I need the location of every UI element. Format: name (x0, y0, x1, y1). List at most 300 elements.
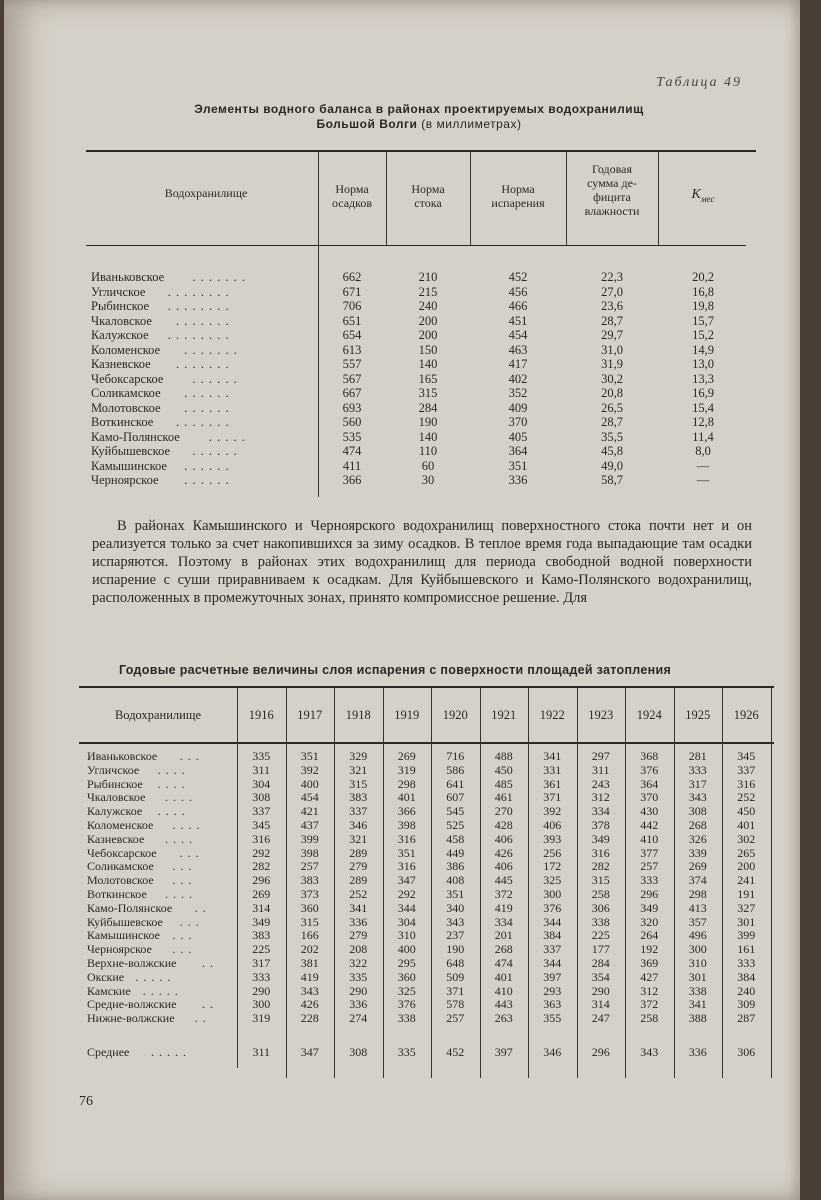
table-row (86, 459, 756, 474)
table-cell: 401 (397, 790, 416, 805)
leader-dots: . . . . (172, 818, 201, 832)
table-cell-precip: 560 (342, 415, 362, 429)
table1-title-units: (в миллиметрах) (421, 117, 522, 131)
table-cell: 300 (543, 887, 562, 901)
table-cell: 371 (446, 983, 465, 998)
table-cell: 296 (252, 873, 271, 888)
table-cell: 190 (446, 942, 465, 957)
table-cell: 225 (252, 942, 271, 957)
table-row (86, 473, 756, 488)
table-cell-precip: 613 (342, 342, 362, 357)
table-cell: 284 (591, 956, 610, 970)
table-row (86, 401, 756, 416)
mean-cell: 311 (252, 1045, 271, 1059)
table-cell: 336 (349, 997, 368, 1012)
table-cell-deficit: 30,2 (601, 371, 623, 386)
table-cell: 545 (446, 804, 465, 819)
table-row (79, 874, 779, 888)
table-cell: 177 (591, 942, 610, 957)
table-cell: 282 (591, 859, 610, 874)
table-cell-evap: 409 (508, 400, 528, 415)
table-cell: 345 (737, 749, 756, 763)
table-cell-runoff: 60 (421, 458, 435, 473)
header-precipitation: Норма осадков (331, 182, 373, 210)
table-cell: 445 (494, 873, 513, 888)
leader-dots: . . (202, 997, 214, 1012)
reservoir-name: Камо-Полянское (91, 429, 180, 444)
table-cell: 450 (737, 804, 756, 819)
table-cell: 289 (349, 845, 368, 860)
table-cell: 257 (300, 859, 319, 874)
table-cell-precip: 706 (342, 299, 362, 313)
table-cell: 200 (737, 859, 756, 874)
table-cell: 349 (640, 900, 659, 915)
table-cell: 368 (640, 749, 659, 763)
table-cell-deficit: 28,7 (601, 313, 623, 328)
table-cell-precip: 651 (342, 313, 362, 328)
table-cell: 274 (349, 1011, 368, 1026)
reservoir-name: Иваньковское (87, 749, 158, 763)
table-cell-precip: 662 (342, 270, 362, 284)
table-cell-k: 16,8 (692, 284, 714, 299)
table-cell: 341 (543, 749, 562, 763)
table-cell-evap: 405 (508, 429, 528, 444)
reservoir-name: Черноярское (91, 473, 159, 487)
table-cell: 311 (252, 762, 271, 777)
table-row (79, 833, 779, 847)
table-cell-runoff: 140 (418, 429, 438, 444)
table-cell: 525 (446, 818, 465, 832)
reservoir-name: Чкаловское (87, 790, 146, 805)
table-cell-runoff: 315 (418, 386, 438, 400)
table-row (79, 764, 779, 778)
table-cell: 228 (300, 1011, 319, 1026)
table-cell: 337 (349, 804, 368, 819)
table-cell-runoff: 200 (418, 328, 438, 342)
leader-dots: . . . . . (208, 429, 246, 444)
table2-title: Годовые расчетные величины слоя испарения с поверхности площадей затопления (119, 663, 672, 677)
table-cell: 292 (252, 845, 271, 860)
table-cell: 315 (349, 776, 368, 791)
table-row (79, 819, 779, 833)
table-cell: 586 (446, 762, 465, 777)
table-cell: 400 (397, 942, 416, 957)
table-cell-runoff: 210 (418, 270, 438, 284)
table-cell: 321 (349, 831, 368, 846)
table2-header-rule (79, 742, 774, 744)
table-cell: 309 (737, 997, 756, 1012)
reservoir-name: Воткинское (87, 887, 147, 901)
table-cell: 337 (252, 804, 271, 819)
table-cell: 392 (300, 762, 319, 777)
reservoir-name: Куйбышевское (91, 444, 171, 458)
table-cell: 316 (591, 845, 610, 860)
table-cell: 290 (591, 983, 610, 998)
table-cell: 376 (397, 997, 416, 1012)
table-cell: 339 (688, 845, 707, 860)
table-cell: 401 (494, 969, 513, 984)
table-cell: 314 (252, 900, 271, 915)
table-cell: 308 (252, 790, 271, 805)
table-cell: 289 (349, 873, 368, 888)
table-cell-k: 15,2 (692, 328, 714, 342)
table-cell: 336 (349, 914, 368, 929)
table-cell: 322 (349, 956, 368, 970)
table-cell: 338 (397, 1011, 416, 1026)
leader-dots: . . . (179, 749, 200, 763)
table-cell: 392 (543, 804, 562, 819)
leader-dots: . . . . . . . (176, 415, 230, 429)
table-cell: 202 (300, 942, 319, 957)
table-cell: 386 (446, 859, 465, 874)
leader-dots: . . . (172, 859, 193, 874)
reservoir-name: Куйбышевское (87, 914, 163, 929)
table-cell: 321 (349, 762, 368, 777)
table-cell-runoff: 30 (421, 473, 435, 487)
table-cell: 319 (252, 1011, 271, 1026)
table-cell: 344 (543, 914, 562, 929)
table-cell: 354 (591, 969, 610, 984)
table-cell: 304 (397, 914, 416, 929)
table-cell: 166 (300, 928, 319, 943)
table-cell: 311 (591, 762, 610, 777)
table-row (86, 299, 756, 314)
table-cell: 293 (543, 983, 562, 998)
table-cell: 314 (591, 997, 610, 1012)
table-cell: 252 (737, 790, 756, 805)
table-cell: 201 (494, 928, 513, 943)
table-cell: 388 (688, 1011, 707, 1026)
table-cell: 474 (494, 956, 513, 970)
leader-dots: . . . (172, 873, 193, 888)
table-cell: 351 (397, 845, 416, 860)
table-cell: 383 (349, 790, 368, 805)
table-cell: 316 (252, 831, 271, 846)
table-cell: 317 (252, 956, 271, 970)
table-cell: 302 (737, 831, 756, 846)
table-row (86, 314, 756, 329)
table1-title-line1: Элементы водного баланса в районах проектируемых водохранилищ (194, 102, 644, 116)
table-cell: 349 (591, 831, 610, 846)
reservoir-name: Калужское (91, 328, 149, 342)
table-cell: 374 (688, 873, 707, 888)
table-label: Таблица 49 (656, 75, 742, 90)
reservoir-name: Камышинское (87, 928, 160, 943)
table-cell-deficit: 27,0 (601, 284, 623, 299)
reservoir-name: Рыбинское (87, 776, 143, 791)
table-row (79, 1012, 779, 1026)
table-cell-deficit: 28,7 (601, 415, 623, 429)
reservoir-name: Камышинское (91, 458, 167, 473)
table-cell: 364 (640, 776, 659, 791)
table1-title-line2: Большой Волги (316, 117, 418, 131)
table-cell: 310 (397, 928, 416, 943)
table-cell-precip: 411 (342, 458, 362, 473)
table-cell: 263 (494, 1011, 513, 1026)
leader-dots: . . . . (165, 790, 193, 805)
table-row (79, 985, 779, 999)
table-cell-deficit: 35,5 (601, 429, 623, 444)
reservoir-name: Калужское (87, 804, 143, 819)
leader-dots: . . . . . . (184, 473, 230, 487)
mean-cell: 397 (494, 1045, 513, 1059)
table-cell-runoff: 200 (418, 313, 438, 328)
table-row (79, 902, 779, 916)
table-cell-runoff: 284 (418, 400, 438, 415)
table-cell: 345 (252, 818, 271, 832)
leader-dots: . . . . (165, 887, 193, 901)
table-cell: 427 (640, 969, 659, 984)
table-cell: 312 (640, 983, 659, 998)
table-cell: 290 (349, 983, 368, 998)
paragraph-text: В районах Камышинского и Черноярского водохранилищ поверхностного стока почти нет и он реализуется только за счет накопившихся за зиму осадков. В теплое время года выпадающие там осадки испаряются. Поэтому в районах этих водохранилищ для периода свободной водной поверхности испарение с суши приравниваем к осадкам. Для Куйбышевского и Камо-Полянского водохранилищ, расположенных в промежуточных зонах, принято компромиссное решение. Для (92, 518, 752, 606)
table-cell: 257 (446, 1011, 465, 1026)
table-cell: 496 (688, 928, 707, 943)
table-cell-evap: 417 (508, 357, 528, 371)
table-cell: 400 (300, 776, 319, 791)
table-cell: 331 (543, 762, 562, 777)
year-header: 1922 (539, 708, 565, 722)
table-cell: 454 (300, 790, 319, 805)
table-cell-deficit: 22,3 (601, 270, 623, 284)
reservoir-name: Чкаловское (91, 313, 152, 328)
table-cell: 340 (446, 900, 465, 915)
table-cell: 410 (494, 983, 513, 998)
table-row (86, 430, 756, 445)
table-row (86, 328, 756, 343)
table-cell-deficit: 31,9 (601, 357, 623, 371)
table-row (79, 888, 779, 902)
table-cell: 370 (640, 790, 659, 805)
leader-dots: . . . . . (151, 1045, 187, 1059)
leader-dots: . . . . . . . (184, 342, 238, 357)
mean-cell: 343 (640, 1045, 659, 1059)
table-row (86, 444, 756, 459)
year-header: 1916 (248, 708, 274, 722)
table-cell-k: 20,2 (692, 270, 714, 284)
table-cell-deficit: 23,6 (601, 299, 623, 313)
table-cell: 281 (688, 749, 707, 763)
table-cell: 372 (640, 997, 659, 1012)
header-reservoir: Водохранилище (164, 186, 248, 200)
table-cell: 319 (397, 762, 416, 777)
table-cell-k: 15,4 (692, 400, 714, 415)
leader-dots: . . . . . . (192, 371, 238, 386)
mean-label: Среднее (87, 1045, 130, 1059)
table-cell: 191 (737, 887, 756, 901)
table-cell: 371 (543, 790, 562, 805)
k-subscript: мес (700, 193, 715, 204)
table-cell: 413 (688, 900, 707, 915)
table-cell: 312 (591, 790, 610, 805)
year-header: 1920 (442, 708, 468, 722)
table-cell: 310 (688, 956, 707, 970)
table-cell: 408 (446, 873, 465, 888)
table-cell: 335 (252, 749, 271, 763)
table-cell: 377 (640, 845, 659, 860)
table-cell: 360 (397, 969, 416, 984)
table-cell: 290 (252, 983, 271, 998)
table1-header-rule (86, 245, 746, 246)
table-row (79, 750, 779, 764)
table-cell-evap: 451 (508, 313, 528, 328)
book-page (4, 0, 800, 1200)
table-cell: 298 (688, 887, 707, 901)
table1-top-rule (86, 150, 756, 152)
reservoir-name: Воткинское (91, 415, 154, 429)
reservoir-name: Нижне-волжские (87, 1011, 175, 1026)
table-cell: 161 (737, 942, 756, 957)
table-cell-k: 15,7 (692, 313, 714, 328)
table-cell: 325 (543, 873, 562, 888)
table-cell: 430 (640, 804, 659, 819)
year-header: 1917 (297, 708, 323, 722)
table-cell-precip: 366 (342, 473, 362, 487)
table1-title (94, 102, 744, 132)
reservoir-name: Угличское (87, 762, 140, 777)
table-cell: 315 (591, 873, 610, 888)
table-cell-precip: 671 (342, 284, 362, 299)
table-cell: 296 (640, 887, 659, 901)
table-cell-precip: 667 (342, 386, 362, 400)
header-evaporation: Норма испарения (491, 182, 545, 210)
table-cell: 383 (252, 928, 271, 943)
table-cell-precip: 557 (342, 357, 362, 371)
leader-dots: . . (202, 956, 214, 970)
table-cell-k: 19,8 (692, 299, 714, 313)
reservoir-name: Молотовское (91, 400, 161, 415)
table-cell-evap: 463 (508, 342, 528, 357)
table-cell: 335 (349, 969, 368, 984)
table-cell: 349 (252, 914, 271, 929)
leader-dots: . . . . (157, 776, 186, 791)
year-header: 1918 (345, 708, 371, 722)
year-header: 1926 (733, 708, 759, 722)
table-cell: 363 (543, 997, 562, 1012)
table-cell: 308 (688, 804, 707, 819)
table-cell: 648 (446, 956, 465, 970)
table-cell: 316 (737, 776, 756, 791)
table-cell-precip: 654 (342, 328, 362, 342)
table-cell-evap: 466 (508, 299, 528, 313)
table-cell-evap: 454 (508, 328, 528, 342)
table-cell: 426 (494, 845, 513, 860)
table-cell-k: 13,0 (692, 357, 714, 371)
table-cell: 449 (446, 845, 465, 860)
table-cell: 351 (300, 749, 319, 763)
table-cell-evap: 351 (508, 458, 528, 473)
reservoir-name: Казневское (91, 357, 151, 371)
reservoir-name: Камо-Полянское (87, 900, 173, 915)
table-cell: 341 (349, 900, 368, 915)
table-cell: 372 (494, 887, 513, 901)
table-cell-runoff: 140 (418, 357, 438, 371)
table-cell: 268 (688, 818, 707, 832)
table-cell: 361 (543, 776, 562, 791)
table-cell: 384 (737, 969, 756, 984)
table-cell: 295 (397, 956, 416, 970)
table-cell: 292 (397, 887, 416, 901)
header-humidity-deficit: Годовая сумма де- фицита влажности (584, 162, 640, 218)
table-cell: 240 (737, 983, 756, 998)
table-cell: 192 (640, 942, 659, 957)
mean-cell: 336 (688, 1045, 707, 1059)
table-cell: 269 (688, 859, 707, 874)
leader-dots: . . . (179, 914, 200, 929)
table-cell: 641 (446, 776, 465, 791)
table-cell-k: 13,3 (692, 371, 714, 386)
table-cell: 428 (494, 818, 513, 832)
table-row (86, 343, 756, 358)
table-cell-precip: 567 (342, 371, 362, 386)
leader-dots: . . . . . . (184, 400, 230, 415)
table-cell: 256 (543, 845, 562, 860)
table-cell: 269 (397, 749, 416, 763)
table-cell: 301 (737, 914, 756, 929)
table-cell: 369 (640, 956, 659, 970)
header-runoff: Норма стока (411, 182, 445, 210)
table-row (86, 357, 756, 372)
reservoir-name: Окские (87, 969, 125, 984)
reservoir-name: Камские (87, 983, 131, 998)
table-cell: 716 (446, 749, 465, 763)
table-cell-evap: 352 (508, 386, 528, 400)
table-cell: 247 (591, 1011, 610, 1026)
table-cell: 373 (300, 887, 319, 901)
table-cell: 442 (640, 818, 659, 832)
year-header: 1923 (588, 708, 614, 722)
table-cell: 270 (494, 804, 513, 819)
table-cell: 279 (349, 928, 368, 943)
table-cell: 443 (494, 997, 513, 1012)
table-cell-k: — (696, 473, 710, 487)
table-cell: 333 (688, 762, 707, 777)
table-cell: 337 (737, 762, 756, 777)
table-cell-k: — (696, 458, 710, 473)
table-cell: 258 (640, 1011, 659, 1026)
table-cell: 378 (591, 818, 610, 832)
reservoir-name: Угличское (91, 284, 146, 299)
mean-cell: 308 (349, 1045, 368, 1059)
table-cell: 607 (446, 790, 465, 805)
table-cell: 300 (688, 942, 707, 957)
table-cell: 578 (446, 997, 465, 1012)
table-cell: 488 (494, 749, 513, 763)
k-symbol: K (691, 187, 701, 202)
table-cell: 461 (494, 790, 513, 805)
year-header: 1921 (491, 708, 517, 722)
table-cell: 300 (252, 997, 271, 1012)
mean-row (79, 1046, 779, 1060)
table-cell-k: 8,0 (695, 444, 711, 458)
table-cell-deficit: 31,0 (601, 342, 623, 357)
table-cell: 333 (252, 969, 271, 984)
table-cell-deficit: 29,7 (601, 328, 623, 342)
table-row (79, 791, 779, 805)
leader-dots: . . . . . . . . (167, 299, 230, 313)
table-cell: 257 (640, 859, 659, 874)
leader-dots: . . . . (157, 762, 186, 777)
table-cell-k: 14,9 (692, 342, 714, 357)
table-cell: 426 (300, 997, 319, 1012)
leader-dots: . . . (179, 845, 200, 860)
leader-dots: . . . (172, 942, 193, 957)
table-cell: 298 (397, 776, 416, 791)
table-cell: 398 (300, 845, 319, 860)
mean-cell: 346 (543, 1045, 562, 1059)
reservoir-name: Чебоксарское (91, 371, 164, 386)
leader-dots: . . . . . . . (192, 270, 247, 284)
